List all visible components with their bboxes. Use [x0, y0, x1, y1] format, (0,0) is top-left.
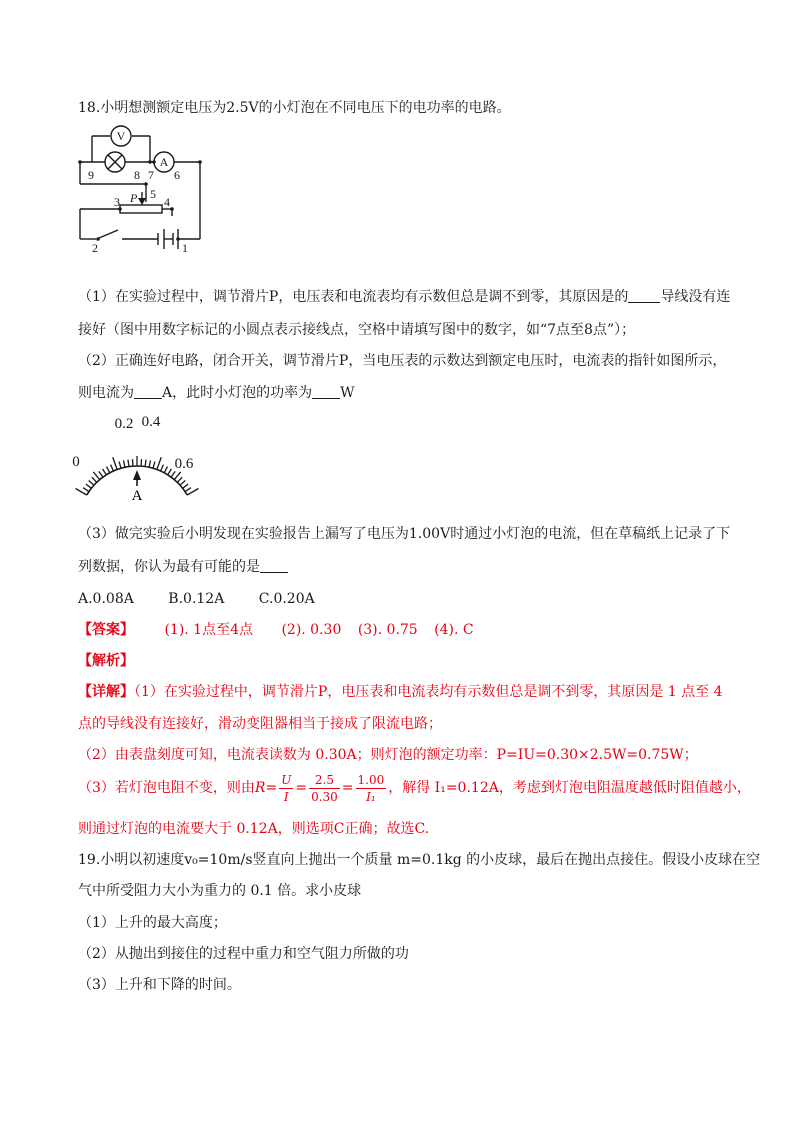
meter-scale-label: 0.6 — [174, 456, 194, 472]
frac2-den: 0.30 — [311, 789, 338, 804]
formula-lhs: R — [254, 780, 266, 796]
q18-options — [78, 589, 345, 609]
answer-tag: 【答案】 — [78, 622, 134, 638]
answer-blank-1 — [628, 288, 660, 303]
answer-item-1: (1). 1点至4点 — [164, 622, 253, 638]
frac1-den: I — [283, 789, 289, 804]
meter-tick — [113, 457, 117, 469]
q18-part1-text-b: 导线没有连 — [660, 289, 731, 305]
voltmeter-label: V — [116, 129, 126, 143]
circuit-diagram — [70, 122, 220, 254]
detail-line1 — [78, 682, 723, 702]
q19-line1: 19.小明以初速度v₀=10m/s竖直向上抛出一个质量 m=0.1kg 的小皮球，最后在抛出点接住。假设小皮球在空 — [78, 852, 761, 868]
q18-part2-text-a: 则电流为 — [78, 385, 134, 401]
meter-tick — [111, 465, 114, 471]
meter-scale-label: 0.2 — [114, 416, 134, 432]
q18-part2-line1: （2）正确连好电路，闭合开关，调节滑片P，当电压表的示数达到额定电压时，电流表的指针如图所示， — [78, 353, 727, 369]
answer-item-4: (4). C — [434, 622, 474, 638]
meter-tick — [171, 471, 175, 477]
meter-scale-label: 0.4 — [141, 414, 161, 430]
frac2-num: 2.5 — [309, 772, 340, 789]
meter-tick — [103, 469, 107, 475]
meter-tick — [123, 460, 124, 467]
option-a: A.0.08A — [78, 591, 134, 607]
meter-tick — [106, 467, 109, 473]
frac1-num: U — [281, 772, 292, 787]
q19-part2: （2）从抛出到接住的过程中重力和空气阻力所做的功 — [78, 946, 409, 962]
meter-tick — [92, 477, 97, 482]
q19-line2: 气中所受阻力大小为重力的 0.1 倍。求小皮球 — [78, 883, 362, 899]
formula-frac-1 — [279, 772, 293, 805]
detail-p3-text-a: （3）若灯泡电阻不变，则由 — [78, 780, 255, 796]
meter-scale-label: 0 — [72, 454, 80, 470]
q18-part3-line1: （3）做完实验后小明发现在实验报告上漏写了电压为1.00V时通过小灯泡的电流，但在草稿纸上记录了下 — [78, 526, 731, 542]
q18-part2-line2 — [78, 383, 355, 403]
q18-stem: 18.小明想测额定电压为2.5V的小灯泡在不同电压下的电功率的电路。 — [78, 100, 511, 116]
meter-tick — [83, 488, 89, 492]
node-label-6: 6 — [174, 168, 180, 182]
node-label-8: 8 — [134, 168, 140, 182]
answer-item-3: (3). 0.75 — [357, 622, 418, 638]
meter-tick — [153, 462, 155, 469]
formula-frac-2 — [309, 772, 340, 805]
meter-tick — [180, 481, 185, 486]
slider-label: P — [130, 191, 138, 205]
detail-line3: （2）由表盘刻度可知，电流表读数为 0.30A；则灯泡的额定功率：P=IU=0.30×2.5W=0.75W； — [78, 747, 698, 763]
formula-frac-3 — [356, 772, 387, 805]
q18-part1-line2: 接好（图中用数字标记的小圆点表示接线点，空格中请填写图中的数字，如“7点至8点”）； — [78, 322, 636, 338]
meter-tick — [145, 460, 146, 467]
detail-line4 — [78, 770, 751, 806]
q19-part3: （3）上升和下降的时间。 — [78, 977, 241, 993]
detail-line5: 则通过灯泡的电流要大于 0.12A，则选项C正确；故选C. — [78, 821, 430, 837]
q18-part3-text: 列数据，你认为最有可能的是 — [78, 559, 260, 575]
meter-tick — [168, 469, 172, 475]
formula-eq-1: = — [265, 780, 278, 796]
meter-unit-label: A — [131, 488, 143, 504]
detail-p1-text: （1）在实验过程中，调节滑片P，电压表和电流表均有示数但总是调不到零，其原因是 1 点至 4 — [134, 684, 723, 700]
meter-tick — [177, 477, 182, 482]
ammeter-label: A — [159, 155, 169, 169]
q18-part2-text-c: W — [340, 385, 355, 401]
meter-tick — [174, 472, 180, 480]
node-label-3: 3 — [114, 195, 120, 209]
frac3-den: I₁ — [366, 789, 376, 804]
q18-part1-line1 — [78, 287, 730, 307]
meter-tick — [185, 488, 191, 492]
analysis-tag: 【解析】 — [78, 653, 134, 669]
detail-tag: 【详解】 — [78, 684, 134, 700]
answer-blank-4 — [260, 558, 288, 573]
meter-tick — [93, 472, 99, 480]
q19-part1: （1）上升的最大高度； — [78, 915, 227, 931]
node-label-5: 5 — [150, 187, 156, 201]
node-label-1: 1 — [182, 241, 188, 254]
meter-tick — [86, 484, 92, 488]
meter-tick — [119, 462, 121, 469]
meter-tick — [99, 471, 103, 477]
meter-tick — [128, 460, 129, 467]
meter-tick — [149, 460, 150, 467]
formula-eq-2: = — [295, 780, 308, 796]
option-b: B.0.12A — [168, 591, 225, 607]
meter-tick — [157, 457, 161, 469]
q18-part1-text-a: （1）在实验过程中，调节滑片P，电压表和电流表均有示数但总是调不到零，其原因是的 — [78, 289, 629, 305]
meter-needle-tip — [133, 470, 141, 480]
meter-tick — [89, 481, 94, 486]
q18-part3-line2 — [78, 557, 288, 577]
answer-item-2: (2). 0.30 — [281, 622, 342, 638]
detail-line2: 点的导线没有连接好，滑动变阻器相当于接成了限流电路； — [78, 716, 442, 732]
node-label-2: 2 — [92, 241, 98, 254]
option-c: C.0.20A — [258, 591, 315, 607]
formula-eq-3: = — [341, 780, 354, 796]
meter-tick — [164, 467, 167, 473]
frac3-num: 1.00 — [357, 772, 385, 787]
node-label-4: 4 — [164, 195, 170, 209]
meter-tick — [183, 484, 189, 488]
meter-tick — [161, 465, 164, 471]
detail-p3-text-b: ，解得 I₁=0.12A，考虑到灯泡电阻温度越低时阻值越小， — [388, 780, 751, 796]
answer-blank-2 — [134, 384, 162, 399]
answer-blank-3 — [312, 384, 340, 399]
ammeter-dial — [66, 406, 216, 506]
node-label-7: 7 — [148, 168, 154, 182]
answer-line — [78, 620, 486, 640]
node-label-9: 9 — [88, 168, 94, 182]
q18-part2-text-b: A，此时小灯泡的功率为 — [162, 385, 313, 401]
